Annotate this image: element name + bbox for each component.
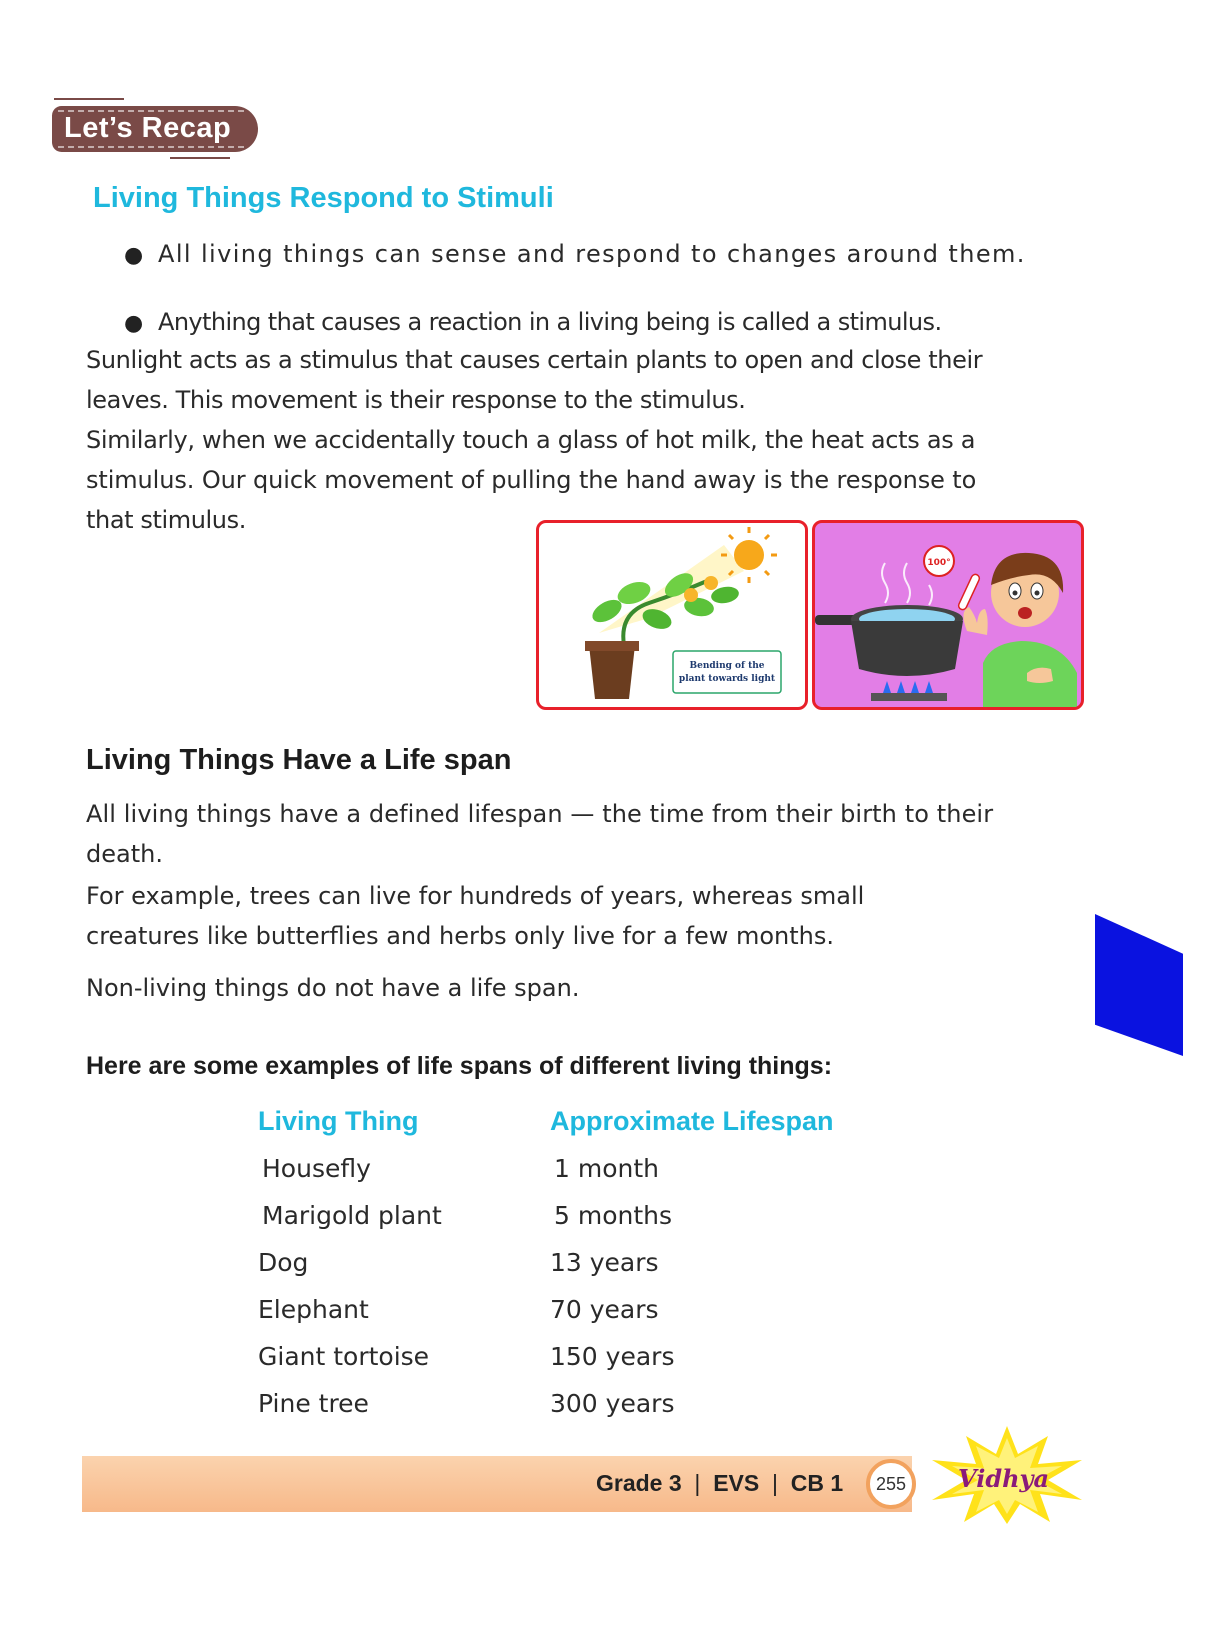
living-thing-cell: Giant tortoise xyxy=(258,1342,430,1371)
table-row xyxy=(258,1333,958,1380)
footer-grade: Grade 3 xyxy=(596,1470,682,1496)
thermometer-label: 100° xyxy=(927,558,951,568)
bullet-text: All living things can sense and respond to changes around them. xyxy=(158,240,1026,268)
paragraph-line: For example, trees can live for hundreds of years, whereas small xyxy=(86,882,865,910)
lifespan-cell: 13 years xyxy=(550,1248,659,1277)
vidhya-logo xyxy=(922,1424,1092,1524)
lets-recap-label: Let’s Recap xyxy=(64,112,232,144)
lifespan-cell: 70 years xyxy=(550,1295,659,1324)
bullet-dot-icon: ● xyxy=(124,311,144,336)
lifespan-cell: 150 years xyxy=(550,1342,675,1371)
table-row xyxy=(258,1145,958,1192)
paragraph-line: leaves. This movement is their response to the stimulus. xyxy=(86,386,746,414)
recap-decor-line xyxy=(54,98,124,100)
footer-book: CB 1 xyxy=(790,1470,844,1496)
non-living-statement xyxy=(86,968,1096,1008)
plant-caption-line2: plant towards light xyxy=(678,674,776,684)
lets-recap-tab xyxy=(52,106,258,152)
table-header-row xyxy=(258,1098,958,1145)
living-thing-cell: Elephant xyxy=(258,1295,369,1324)
table-row xyxy=(258,1192,958,1239)
lifespan-cell: 5 months xyxy=(554,1201,673,1230)
bullet-item xyxy=(124,234,1090,276)
lifespan-cell: 1 month xyxy=(554,1154,659,1183)
lifespan-paragraph xyxy=(86,794,1096,874)
table-row xyxy=(258,1380,958,1427)
column-header-living-thing: Living Thing xyxy=(258,1106,419,1136)
table-row xyxy=(258,1286,958,1333)
paragraph-line: All living things have a defined lifespan — the time from their birth to their xyxy=(86,800,994,828)
footer-subject: EVS xyxy=(713,1470,760,1496)
section-title-lifespan: Living Things Have a Life span xyxy=(86,744,512,776)
paragraph-line: death. xyxy=(86,840,163,868)
page-number xyxy=(866,1459,916,1509)
paragraph-line: Similarly, when we accidentally touch a glass of hot milk, the heat acts as a xyxy=(86,426,976,454)
boy-hot-pot-icon xyxy=(815,523,1081,707)
paragraph-line: Non-living things do not have a life span. xyxy=(86,974,580,1002)
examples-heading: Here are some examples of life spans of different living things: xyxy=(86,1052,833,1080)
recap-decor-line xyxy=(170,157,230,159)
lifespan-cell: 300 years xyxy=(550,1389,675,1418)
bullet-dot-icon: ● xyxy=(124,243,144,268)
paragraph-line: Sunlight acts as a stimulus that causes certain plants to open and close their xyxy=(86,346,983,374)
hot-pot-reaction-illustration xyxy=(812,520,1084,710)
paragraph-line: creatures like butterflies and herbs only live for a few months. xyxy=(86,922,835,950)
lifespan-table xyxy=(258,1098,958,1427)
footer-grade-subject xyxy=(596,1470,843,1497)
plant-caption-line1: Bending of the xyxy=(689,661,765,671)
page-number-text: 255 xyxy=(875,1473,907,1494)
column-header-lifespan: Approximate Lifespan xyxy=(550,1106,834,1136)
section-title-stimuli: Living Things Respond to Stimuli xyxy=(93,182,554,214)
living-thing-cell: Dog xyxy=(258,1248,309,1277)
living-thing-cell: Housefly xyxy=(262,1154,371,1183)
plant-illustration-icon xyxy=(539,523,805,707)
paragraph-line: that stimulus. xyxy=(86,506,246,534)
chapter-side-tab xyxy=(1095,914,1183,1056)
living-thing-cell: Marigold plant xyxy=(262,1201,442,1230)
paragraph-line: stimulus. Our quick movement of pulling the hand away is the response to xyxy=(86,466,977,494)
bullet-item xyxy=(124,302,1090,344)
lifespan-example-paragraph xyxy=(86,876,1096,956)
stimuli-paragraph xyxy=(86,340,1086,540)
footer-separator: | xyxy=(681,1470,714,1496)
footer-separator: | xyxy=(759,1470,791,1496)
bullet-text: Anything that causes a reaction in a living being is called a stimulus. xyxy=(158,308,942,336)
table-row xyxy=(258,1239,958,1286)
logo-text: Vidhya xyxy=(958,1464,1050,1493)
plant-bending-illustration xyxy=(536,520,808,710)
living-thing-cell: Pine tree xyxy=(258,1389,369,1418)
